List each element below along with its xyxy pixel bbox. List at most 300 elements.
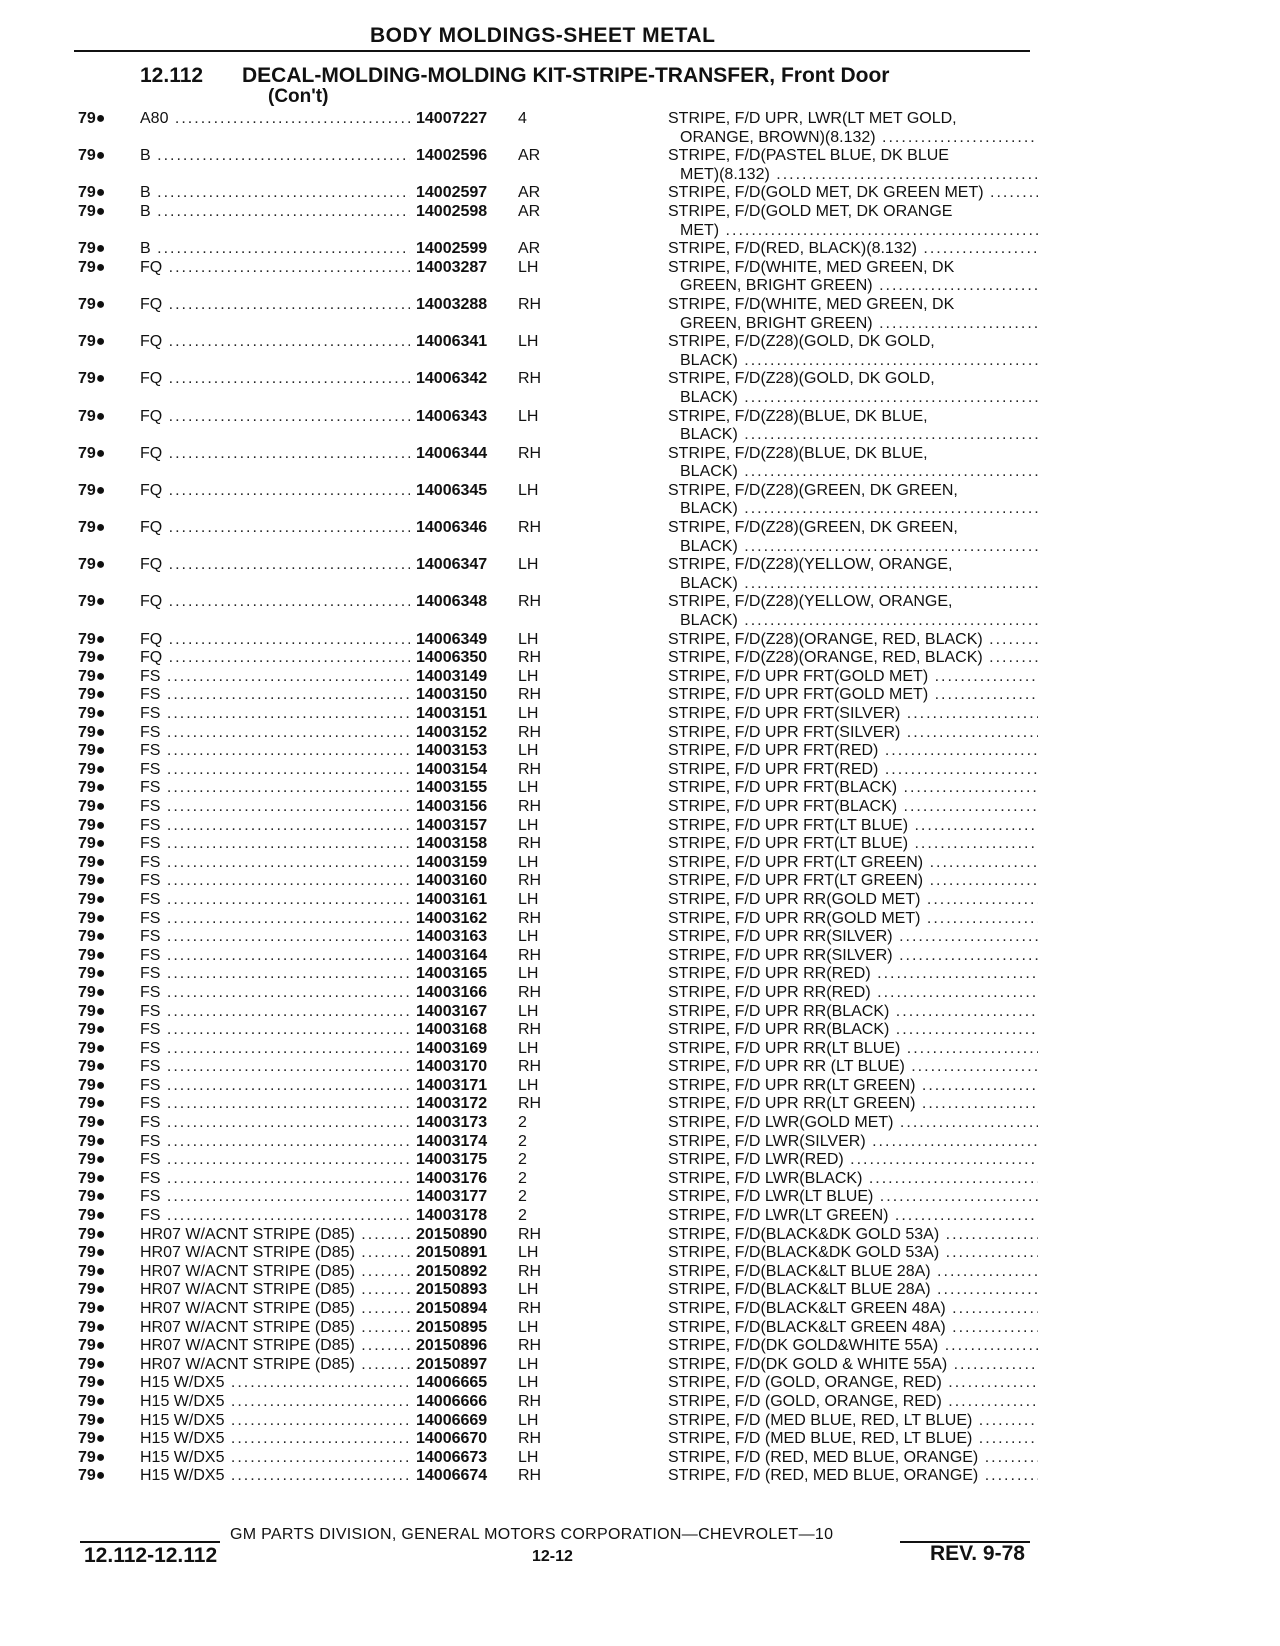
part-description — [668, 1281, 1038, 1300]
usage-code: H15 W/DX5 ..... — [140, 1467, 410, 1486]
part-description — [668, 1133, 1038, 1152]
usage-code: B ..... — [140, 147, 410, 166]
part-description — [668, 1393, 1038, 1412]
description-line: STRIPE, F/D UPR RR(RED) ..... — [668, 965, 1038, 984]
usage-code: FS ..... — [140, 965, 410, 984]
part-number: 14002598 — [412, 203, 516, 222]
description-line: STRIPE, F/D UPR FRT(SILVER) ..... — [668, 705, 1038, 724]
part-number: 14003176 — [412, 1170, 516, 1189]
quantity: RH — [518, 983, 542, 1001]
parts-row — [0, 984, 1280, 1003]
figure-number: 79● — [78, 760, 106, 778]
part-number: 14006347 — [412, 556, 516, 575]
usage-code: FS ..... — [140, 928, 410, 947]
part-description — [668, 519, 1038, 556]
quantity: RH — [518, 1430, 542, 1448]
description-line: STRIPE, F/D(WHITE, MED GREEN, DK — [668, 258, 955, 276]
usage-code: FS ..... — [140, 1151, 410, 1170]
quantity: LH — [518, 1448, 539, 1466]
part-number: 14003161 — [412, 891, 516, 910]
usage-code: HR07 W/ACNT STRIPE (D85) ..... — [140, 1244, 410, 1263]
figure-number: 79● — [78, 333, 106, 351]
part-description — [668, 203, 1038, 240]
description-line: STRIPE, F/D(DK GOLD&WHITE 55A) ..... — [668, 1337, 1038, 1356]
parts-row — [0, 1319, 1280, 1338]
quantity: LH — [518, 1244, 539, 1262]
part-number: 14003174 — [412, 1133, 516, 1152]
figure-number: 79● — [78, 797, 106, 815]
quantity: LH — [518, 1281, 539, 1299]
quantity: LH — [518, 705, 539, 722]
part-description — [668, 798, 1038, 817]
description-line: STRIPE, F/D UPR FRT(LT BLUE) ..... — [668, 817, 1038, 836]
figure-number: 79● — [78, 667, 106, 685]
parts-row — [0, 928, 1280, 947]
part-number: 14003152 — [412, 724, 516, 743]
parts-row — [0, 835, 1280, 854]
description-line: BLACK) ..... — [668, 463, 1038, 482]
part-number: 20150895 — [412, 1319, 516, 1338]
description-line: STRIPE, F/D(Z28)(GREEN, DK GREEN, — [668, 519, 958, 537]
description-line: STRIPE, F/D UPR RR(LT GREEN) ..... — [668, 1095, 1038, 1114]
quantity: LH — [518, 816, 539, 834]
part-description — [668, 1188, 1038, 1207]
section-continuation: (Con't) — [268, 86, 329, 107]
figure-number: 79● — [78, 481, 106, 499]
quantity: LH — [518, 333, 539, 351]
parts-row — [0, 110, 1280, 147]
usage-code: FQ ..... — [140, 649, 410, 668]
usage-code: FS ..... — [140, 1040, 410, 1059]
quantity: 2 — [518, 1188, 527, 1206]
part-number: 14003172 — [412, 1095, 516, 1114]
usage-code: FQ ..... — [140, 631, 410, 650]
figure-number: 79● — [78, 1076, 106, 1094]
quantity: LH — [518, 556, 539, 574]
quantity: RH — [518, 1337, 542, 1355]
quantity: RH — [518, 723, 542, 741]
usage-code: HR07 W/ACNT STRIPE (D85) ..... — [140, 1337, 410, 1356]
part-number: 14003150 — [412, 686, 516, 705]
part-number: 14003153 — [412, 742, 516, 761]
usage-code: FS ..... — [140, 1133, 410, 1152]
part-number: 14003171 — [412, 1077, 516, 1096]
usage-code: FS ..... — [140, 798, 410, 817]
quantity: RH — [518, 835, 542, 853]
parts-row — [0, 1058, 1280, 1077]
part-description — [668, 408, 1038, 445]
quantity: RH — [518, 519, 542, 537]
part-number: 14007227 — [412, 110, 516, 129]
description-line: STRIPE, F/D UPR RR(SILVER) ..... — [668, 928, 1038, 947]
quantity: 2 — [518, 1151, 527, 1169]
part-number: 14006341 — [412, 333, 516, 352]
parts-row — [0, 779, 1280, 798]
part-description — [668, 1449, 1038, 1468]
part-number: 14006346 — [412, 519, 516, 538]
usage-code: FS ..... — [140, 705, 410, 724]
part-description — [668, 1170, 1038, 1189]
quantity: LH — [518, 1039, 539, 1057]
figure-number: 79● — [78, 909, 106, 927]
part-description — [668, 1430, 1038, 1449]
parts-row — [0, 1449, 1280, 1468]
part-number: 20150896 — [412, 1337, 516, 1356]
parts-row — [0, 1281, 1280, 1300]
parts-row — [0, 1114, 1280, 1133]
description-line: STRIPE, F/D(Z28)(ORANGE, RED, BLACK) ..... — [668, 631, 1038, 650]
footer-revision: REV. 9-78 — [930, 1542, 1025, 1565]
parts-row — [0, 1244, 1280, 1263]
usage-code: B ..... — [140, 240, 410, 259]
quantity: RH — [518, 1262, 542, 1280]
description-line: BLACK) ..... — [668, 612, 1038, 631]
quantity: RH — [518, 760, 542, 778]
part-description — [668, 910, 1038, 929]
part-number: 14003287 — [412, 259, 516, 278]
parts-row — [0, 872, 1280, 891]
description-line: STRIPE, F/D LWR(RED) ..... — [668, 1151, 1038, 1170]
figure-number: 79● — [78, 946, 106, 964]
part-description — [668, 761, 1038, 780]
parts-list — [0, 110, 1280, 1486]
part-number: 14006670 — [412, 1430, 516, 1449]
usage-code: FS ..... — [140, 1058, 410, 1077]
parts-row — [0, 1374, 1280, 1393]
parts-row — [0, 240, 1280, 259]
figure-number: 79● — [78, 1151, 106, 1169]
usage-code: H15 W/DX5 ..... — [140, 1412, 410, 1431]
description-line: MET) ..... — [668, 222, 1038, 241]
part-number: 14003163 — [412, 928, 516, 947]
figure-number: 79● — [78, 1318, 106, 1336]
usage-code: HR07 W/ACNT STRIPE (D85) ..... — [140, 1226, 410, 1245]
usage-code: A80 ..... — [140, 110, 410, 129]
part-description — [668, 817, 1038, 836]
usage-code: FS ..... — [140, 910, 410, 929]
description-line: STRIPE, F/D(Z28)(BLUE, DK BLUE, — [668, 444, 928, 462]
parts-row — [0, 724, 1280, 743]
part-number: 14003165 — [412, 965, 516, 984]
part-number: 14002599 — [412, 240, 516, 259]
description-line: GREEN, BRIGHT GREEN) ..... — [668, 315, 1038, 334]
figure-number: 79● — [78, 202, 106, 220]
parts-row — [0, 1207, 1280, 1226]
part-number: 14003178 — [412, 1207, 516, 1226]
part-number: 14003151 — [412, 705, 516, 724]
part-number: 14003168 — [412, 1021, 516, 1040]
figure-number: 79● — [78, 1225, 106, 1243]
parts-row — [0, 556, 1280, 593]
quantity: 2 — [518, 1114, 527, 1132]
description-line: ORANGE, BROWN)(8.132) ..... — [668, 129, 1038, 148]
part-description — [668, 1300, 1038, 1319]
parts-row — [0, 631, 1280, 650]
quantity: LH — [518, 1076, 539, 1094]
quantity: LH — [518, 481, 539, 499]
description-line: STRIPE, F/D LWR(LT GREEN) ..... — [668, 1207, 1038, 1226]
figure-number: 79● — [78, 723, 106, 741]
parts-row — [0, 1003, 1280, 1022]
part-number: 14002596 — [412, 147, 516, 166]
parts-row — [0, 1226, 1280, 1245]
usage-code: HR07 W/ACNT STRIPE (D85) ..... — [140, 1281, 410, 1300]
description-line: STRIPE, F/D(RED, BLACK)(8.132) ..... — [668, 240, 1038, 259]
parts-row — [0, 1170, 1280, 1189]
part-number: 14006345 — [412, 482, 516, 501]
description-line: STRIPE, F/D(Z28)(BLUE, DK BLUE, — [668, 407, 928, 425]
quantity: RH — [518, 1021, 542, 1039]
part-description — [668, 1244, 1038, 1263]
description-line: STRIPE, F/D(WHITE, MED GREEN, DK — [668, 295, 955, 313]
description-line: STRIPE, F/D (MED BLUE, RED, LT BLUE) ..... — [668, 1412, 1038, 1431]
description-line: STRIPE, F/D UPR FRT(GOLD MET) ..... — [668, 686, 1038, 705]
usage-code: FS ..... — [140, 1095, 410, 1114]
part-description — [668, 1226, 1038, 1245]
quantity: 2 — [518, 1207, 527, 1225]
usage-code: FQ ..... — [140, 259, 410, 278]
quantity: RH — [518, 872, 542, 890]
description-line: STRIPE, F/D UPR RR(GOLD MET) ..... — [668, 910, 1038, 929]
part-number: 20150892 — [412, 1263, 516, 1282]
figure-number: 79● — [78, 630, 106, 648]
description-line: STRIPE, F/D UPR FRT(SILVER) ..... — [668, 724, 1038, 743]
usage-code: H15 W/DX5 ..... — [140, 1430, 410, 1449]
usage-code: FS ..... — [140, 779, 410, 798]
part-description — [668, 835, 1038, 854]
parts-row — [0, 203, 1280, 240]
figure-number: 79● — [78, 779, 106, 797]
description-line: STRIPE, F/D(BLACK&DK GOLD 53A) ..... — [668, 1244, 1038, 1263]
figure-number: 79● — [78, 928, 106, 946]
description-line: STRIPE, F/D (GOLD, ORANGE, RED) ..... — [668, 1374, 1038, 1393]
usage-code: FS ..... — [140, 686, 410, 705]
footer-division: GM PARTS DIVISION, GENERAL MOTORS CORPORATION—CHEVROLET—10 — [230, 1526, 834, 1543]
section-number: 12.112 — [140, 64, 204, 87]
part-description — [668, 1114, 1038, 1133]
part-description — [668, 1412, 1038, 1431]
figure-number: 79● — [78, 184, 106, 202]
description-line: STRIPE, F/D UPR RR(BLACK) ..... — [668, 1021, 1038, 1040]
usage-code: FQ ..... — [140, 408, 410, 427]
parts-row — [0, 686, 1280, 705]
parts-row — [0, 593, 1280, 630]
parts-row — [0, 1393, 1280, 1412]
quantity: RH — [518, 1300, 542, 1317]
parts-row — [0, 798, 1280, 817]
parts-row — [0, 1356, 1280, 1375]
figure-number: 79● — [78, 983, 106, 1001]
description-line: STRIPE, F/D UPR RR (LT BLUE) ..... — [668, 1058, 1038, 1077]
description-line: STRIPE, F/D(BLACK&LT GREEN 48A) ..... — [668, 1319, 1038, 1338]
usage-code: B ..... — [140, 184, 410, 203]
figure-number: 79● — [78, 147, 106, 165]
part-number: 14003160 — [412, 872, 516, 891]
figure-number: 79● — [78, 816, 106, 834]
parts-row — [0, 184, 1280, 203]
part-number: 14003175 — [412, 1151, 516, 1170]
description-line: STRIPE, F/D (GOLD, ORANGE, RED) ..... — [668, 1393, 1038, 1412]
parts-row — [0, 1412, 1280, 1431]
usage-code: B ..... — [140, 203, 410, 222]
usage-code: FS ..... — [140, 817, 410, 836]
part-number: 14003164 — [412, 947, 516, 966]
description-line: STRIPE, F/D UPR FRT(LT BLUE) ..... — [668, 835, 1038, 854]
quantity: RH — [518, 797, 542, 815]
part-description — [668, 947, 1038, 966]
part-number: 14006666 — [412, 1393, 516, 1412]
usage-code: H15 W/DX5 ..... — [140, 1374, 410, 1393]
description-line: STRIPE, F/D UPR FRT(LT GREEN) ..... — [668, 854, 1038, 873]
part-description — [668, 872, 1038, 891]
section-title: DECAL-MOLDING-MOLDING KIT-STRIPE-TRANSFER, Front Door — [242, 64, 890, 87]
description-line: STRIPE, F/D(BLACK&LT BLUE 28A) ..... — [668, 1263, 1038, 1282]
part-number: 14003158 — [412, 835, 516, 854]
part-description — [668, 445, 1038, 482]
header-rule — [74, 50, 1030, 52]
quantity: LH — [518, 407, 539, 425]
part-description — [668, 259, 1038, 296]
part-description — [668, 705, 1038, 724]
figure-number: 79● — [78, 1039, 106, 1057]
figure-number: 79● — [78, 1448, 106, 1466]
parts-row — [0, 1467, 1280, 1486]
quantity: RH — [518, 1467, 542, 1485]
part-number: 14006665 — [412, 1374, 516, 1393]
quantity: LH — [518, 779, 539, 797]
usage-code: FS ..... — [140, 854, 410, 873]
usage-code: FQ ..... — [140, 445, 410, 464]
part-description — [668, 370, 1038, 407]
figure-number: 79● — [78, 890, 106, 908]
quantity: AR — [518, 184, 541, 202]
figure-number: 79● — [78, 240, 106, 258]
part-description — [668, 1467, 1038, 1486]
quantity: AR — [518, 240, 541, 258]
part-description — [668, 593, 1038, 630]
figure-number: 79● — [78, 872, 106, 890]
part-description — [668, 724, 1038, 743]
figure-number: 79● — [78, 407, 106, 425]
part-number: 14002597 — [412, 184, 516, 203]
quantity: LH — [518, 258, 539, 276]
usage-code: FS ..... — [140, 1207, 410, 1226]
figure-number: 79● — [78, 1188, 106, 1206]
usage-code: HR07 W/ACNT STRIPE (D85) ..... — [140, 1356, 410, 1375]
description-line: STRIPE, F/D UPR FRT(RED) ..... — [668, 761, 1038, 780]
figure-number: 79● — [78, 853, 106, 871]
figure-number: 79● — [78, 1095, 106, 1113]
part-description — [668, 1058, 1038, 1077]
part-number: 14006350 — [412, 649, 516, 668]
parts-row — [0, 1188, 1280, 1207]
part-number: 14003156 — [412, 798, 516, 817]
part-description — [668, 333, 1038, 370]
parts-row — [0, 333, 1280, 370]
parts-row — [0, 1300, 1280, 1319]
figure-number: 79● — [78, 1374, 106, 1392]
figure-number: 79● — [78, 1355, 106, 1373]
description-line: STRIPE, F/D(Z28)(GOLD, DK GOLD, — [668, 370, 935, 388]
part-number: 14003159 — [412, 854, 516, 873]
part-description — [668, 240, 1038, 259]
usage-code: FS ..... — [140, 984, 410, 1003]
usage-code: FS ..... — [140, 947, 410, 966]
parts-row — [0, 1133, 1280, 1152]
parts-row — [0, 742, 1280, 761]
description-line: STRIPE, F/D UPR, LWR(LT MET GOLD, — [668, 110, 957, 127]
figure-number: 79● — [78, 1281, 106, 1299]
quantity: LH — [518, 890, 539, 908]
quantity: RH — [518, 295, 542, 313]
quantity: RH — [518, 649, 542, 667]
description-line: STRIPE, F/D (RED, MED BLUE, ORANGE) ..... — [668, 1449, 1038, 1468]
description-line: STRIPE, F/D UPR FRT(RED) ..... — [668, 742, 1038, 761]
quantity: LH — [518, 1411, 539, 1429]
figure-number: 79● — [78, 1411, 106, 1429]
part-description — [668, 110, 1038, 147]
figure-number: 79● — [78, 835, 106, 853]
usage-code: FS ..... — [140, 1188, 410, 1207]
parts-row — [0, 947, 1280, 966]
part-number: 14003167 — [412, 1003, 516, 1022]
part-number: 14006342 — [412, 370, 516, 389]
quantity: RH — [518, 444, 542, 462]
part-description — [668, 1374, 1038, 1393]
description-line: STRIPE, F/D UPR RR(GOLD MET) ..... — [668, 891, 1038, 910]
parts-row — [0, 1151, 1280, 1170]
part-description — [668, 854, 1038, 873]
parts-row — [0, 854, 1280, 873]
part-number: 14006343 — [412, 408, 516, 427]
part-number: 14006349 — [412, 631, 516, 650]
description-line: STRIPE, F/D(BLACK&LT BLUE 28A) ..... — [668, 1281, 1038, 1300]
part-number: 14006348 — [412, 593, 516, 612]
part-description — [668, 1337, 1038, 1356]
part-number: 14003155 — [412, 779, 516, 798]
part-description — [668, 779, 1038, 798]
usage-code: FQ ..... — [140, 556, 410, 575]
footer-section-range: 12.112-12.112 — [84, 1544, 218, 1567]
part-number: 14003154 — [412, 761, 516, 780]
quantity: RH — [518, 946, 542, 964]
part-number: 14006669 — [412, 1412, 516, 1431]
parts-row — [0, 1430, 1280, 1449]
part-description — [668, 296, 1038, 333]
part-number: 14003177 — [412, 1188, 516, 1207]
quantity: RH — [518, 1095, 542, 1113]
quantity: LH — [518, 1374, 539, 1392]
usage-code: HR07 W/ACNT STRIPE (D85) ..... — [140, 1300, 410, 1319]
figure-number: 79● — [78, 1021, 106, 1039]
parts-row — [0, 147, 1280, 184]
parts-row — [0, 445, 1280, 482]
description-line: STRIPE, F/D(PASTEL BLUE, DK BLUE — [668, 147, 949, 165]
figure-number: 79● — [78, 1430, 106, 1448]
parts-row — [0, 1263, 1280, 1282]
usage-code: FS ..... — [140, 1114, 410, 1133]
quantity: RH — [518, 686, 542, 704]
quantity: LH — [518, 630, 539, 648]
description-line: BLACK) ..... — [668, 426, 1038, 445]
figure-number: 79● — [78, 1392, 106, 1410]
figure-number: 79● — [78, 1002, 106, 1020]
parts-row — [0, 761, 1280, 780]
description-line: STRIPE, F/D(Z28)(GREEN, DK GREEN, — [668, 481, 958, 499]
quantity: AR — [518, 147, 541, 165]
part-description — [668, 631, 1038, 650]
part-number: 14006673 — [412, 1449, 516, 1468]
